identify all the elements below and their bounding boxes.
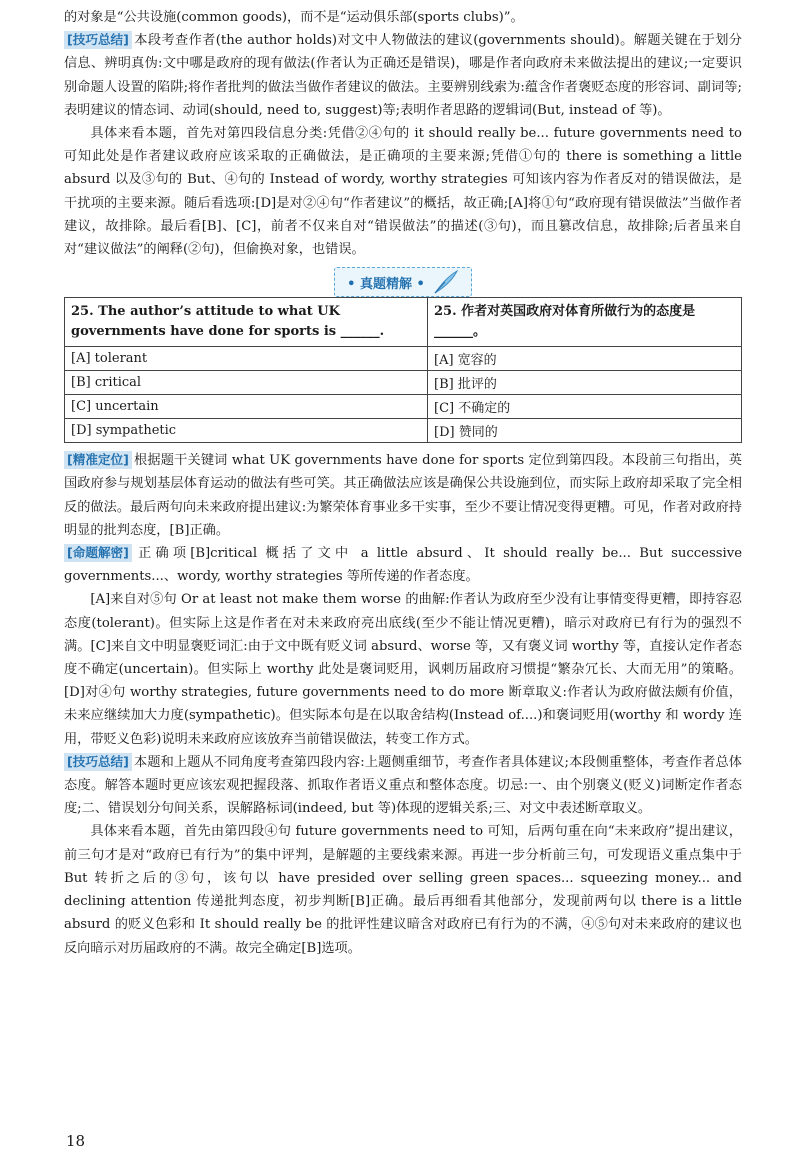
paragraph-final-analysis: 具体来看本题，首先由第四段④句 future governments need to 可知，后两句重在向“未来政府”提出建议，前三句才是对“政府已有行为”的集中评判，是解题的主要线索来源。再进一步分析前三句，可发现语义重点集中于 But 转折之后的③句，该句以 have presided over selling green spaces... squeezing money... and declining attention 传递批判态度，初步判断[B]正确。最后再细看其他部分，发现前两句以 there is a little absurd 的贬义色彩和 It should really be 的批评性建议暗含对政府已有行为的不满，④⑤句对未来政府的建议也反向暗示对历届政府的不满。故完全确定[B]选项。: [64, 824, 742, 956]
option-c-zh: [C] 不确定的: [428, 395, 742, 419]
page-number: 18: [66, 1132, 86, 1150]
section-banner: [64, 267, 742, 293]
quill-pen-icon: [431, 269, 459, 295]
option-d-en: [D] sympathetic: [65, 419, 428, 443]
option-row: [65, 419, 742, 443]
paragraph-continued: 的对象是“公共设施(common goods)，而不是“运动俱乐部(sports clubs)”。: [64, 10, 524, 25]
paragraph-question-decode: [64, 542, 742, 588]
option-a-en: [A] tolerant: [65, 347, 428, 371]
option-row: [65, 371, 742, 395]
option-row: [65, 347, 742, 371]
question-table: [64, 297, 742, 443]
paragraph-precise-locate: [64, 449, 742, 542]
paragraph-skill-summary-2: [64, 751, 742, 821]
question-stem-row: [65, 298, 742, 347]
option-d-zh: [D] 赞同的: [428, 419, 742, 443]
skill-summary-tag: [技巧总结]: [64, 31, 132, 49]
skill-summary-text-1: 本段考查作者(the author holds)对文中人物做法的建议(governments should)。解题关键在于划分信息、辨明真伪:文中哪是政府的现有做法(作者认为正确还是错误)，哪是作者向政府未来做法提出的建议;一定要识别命题人设置的陷阱;将作者批判的做法当做作者建议的做法。主要辨别线索为:蕴含作者褒贬态度的形容词、副词等;表明建议的情态词、动词(should, need to, suggest)等;表明作者思路的逻辑词(But, instead of 等)。: [64, 33, 742, 118]
question-decode-tag: [命题解密]: [64, 544, 132, 562]
option-c-en: [C] uncertain: [65, 395, 428, 419]
paragraph-distractor-analysis: [A]来自对⑤句 Or at least not make them worse 的曲解:作者认为政府至少没有让事情变得更糟，即持容忍态度(tolerant)。但实际上这是作者在对未来政府亮出底线(至少不能让情况更糟)，暗示对政府已有行为的强烈不满。[C]来自文中明显褒贬词汇:由于文中既有贬义词 absurd、worse 等，又有褒义词 worthy 等，直接认定作者态度不确定(uncertain)。但实际上 worthy 此处是褒词贬用，讽刺历届政府习惯提“繁杂冗长、大而无用”的策略。[D]对④句 worthy strategies, future governments need to do more 断章取义:作者认为政府做法颇有价值，未来应继续加大力度(sympathetic)。但实际本句是在以取舍结构(Instead of....)和褒词贬用(worthy 和 wordy 连用，带贬义色彩)说明未来政府应该放弃当前错误做法，转变工作方式。: [64, 592, 742, 747]
question-stem-en: 25. The author’s attitude to what UK governments have done for sports is ______.: [65, 298, 428, 347]
question-stem-zh: 25. 作者对英国政府对体育所做行为的态度是______。: [428, 298, 742, 347]
banner-label: [334, 267, 472, 297]
option-b-zh: [B] 批评的: [428, 371, 742, 395]
paragraph-analysis-24: 具体来看本题，首先对第四段信息分类:凭借②④句的 it should really be... future governments need to 可知此处是作者建议政府应该采取的正确做法，是正确项的主要来源;凭借①句的 there is something a little absurd 以及③句的 But、④句的 Instead of wordy, worthy strategies 可知该内容为作者反对的错误做法，是干扰项的主要来源。随后看选项:[D]是对②④句“作者建议”的概括，故正确;[A]将①句“政府现有错误做法”当做作者建议，故排除。最后看[B]、[C]，前者不仅来自对“错误做法”的描述(③句)，而且篡改信息，故排除;后者虽来自对“建议做法”的阐释(②句)，但偷换对象，也错误。: [64, 126, 742, 258]
option-b-en: [B] critical: [65, 371, 428, 395]
option-row: [65, 395, 742, 419]
option-a-zh: [A] 宽容的: [428, 347, 742, 371]
banner-text: • 真题精解 •: [347, 276, 425, 292]
question-decode-text: 正确项[B]critical 概括了文中 a little absurd、It should really be... But successive governments...、wordy, worthy strategies 等所传递的作者态度。: [64, 546, 742, 585]
skill-summary-text-2: 本题和上题从不同角度考查第四段内容:上题侧重细节，考查作者具体建议;本段侧重整体，考查作者总体态度。解答本题时更应该宏观把握段落、抓取作者语义重点和整体态度。切忌:一、由个别褒义(贬义)词断定作者态度;二、错误划分句间关系，误解路标词(indeed, but 等)体现的逻辑关系;三、对文中表述断章取义。: [64, 754, 742, 817]
paragraph-skill-summary-1: [64, 29, 742, 122]
precise-locate-tag: [精准定位]: [64, 451, 132, 469]
skill-summary-tag-2: [技巧总结]: [64, 753, 132, 771]
precise-locate-text: 根据题干关键词 what UK governments have done for sports 定位到第四段。本段前三句指出，英国政府参与规划基层体育运动的做法有些可笑。其正确做法应该是确保公共设施到位，而实际上政府却采取了完全相反的做法。最后两句向未来政府提出建议:为繁荣体育事业多干实事，至少不要让情况变得更糟。可见，作者对政府持明显的批判态度，[B]正确。: [64, 453, 742, 538]
